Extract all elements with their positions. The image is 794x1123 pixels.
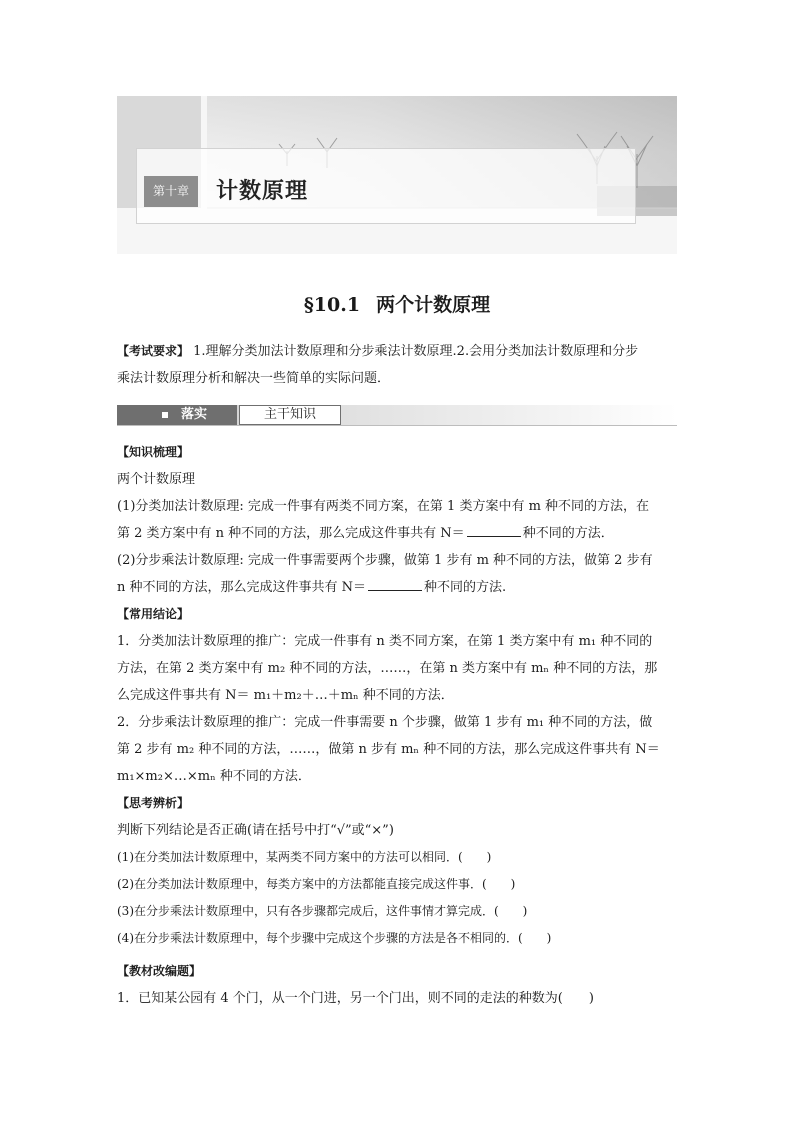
chapter-title: 计数原理 [216, 179, 309, 204]
knowledge-item1-line1: (1)分类加法计数原理: 完成一件事有两类不同方案，在第 1 类方案中有 m 种不同的方法，在 [117, 499, 650, 514]
luoshi-bar [117, 405, 677, 425]
thinking-section [117, 790, 679, 952]
item2-line2-b: 种不同的方法. [424, 580, 507, 595]
textbook-header: 【教材改编题】 [117, 964, 202, 978]
conclusion1-line2: 方法，在第 2 类方案中有 m₂ 种不同的方法，……，在第 n 类方案中有 mₙ 种不同的方法，那 [117, 661, 658, 676]
luoshi-white-label: 主干知识 [239, 405, 341, 425]
thinking-item-4: (4)在分步乘法计数原理中，每个步骤中完成这个步骤的方法是各不相同的．( ) [117, 931, 552, 945]
conclusion2-line3: m₁×m₂×…×mₙ 种不同的方法． [117, 769, 311, 784]
requirements-label: 【考试要求】 [117, 344, 190, 358]
knowledge-item1-line2 [117, 520, 679, 547]
conclusion2-line1: 2．分步乘法计数原理的推广：完成一件事需要 n 个步骤，做第 1 步有 m₁ 种不同的方法，做 [117, 715, 653, 730]
item1-line2-a: 第 2 类方案中有 n 种不同的方法，那么完成这件事共有 N＝ [117, 526, 465, 541]
thinking-item-1: (1)在分类加法计数原理中，某两类不同方案中的方法可以相同．( ) [117, 850, 492, 864]
section-title [0, 290, 794, 317]
conclusions-header: 【常用结论】 [117, 607, 190, 621]
knowledge-section [117, 439, 679, 601]
textbook-section [117, 958, 679, 1012]
luoshi-dark-label [117, 405, 237, 425]
item2-line2-a: n 种不同的方法，那么完成这件事共有 N＝ [117, 580, 367, 595]
fill-blank [467, 522, 521, 537]
chapter-banner [117, 96, 677, 254]
requirements-text-2: 乘法计数原理分析和解决一些简单的实际问题． [117, 371, 391, 386]
section-number: §10.1 [303, 294, 361, 316]
conclusions-section [117, 601, 679, 790]
conclusion2-line2: 第 2 步有 m₂ 种不同的方法，……，做第 n 步有 mₙ 种不同的方法，那么完成这件事共有 N＝ [117, 742, 660, 757]
thinking-item-2: (2)在分类加法计数原理中，每类方案中的方法都能直接完成这件事．( ) [117, 877, 516, 891]
knowledge-header: 【知识梳理】 [117, 445, 190, 459]
thinking-header: 【思考辨析】 [117, 796, 190, 810]
chapter-tag: 第十章 [144, 176, 198, 207]
requirements-text-1: 1.理解分类加法计数原理和分步乘法计数原理.2.会用分类加法计数原理和分步 [189, 344, 639, 359]
item1-line2-b: 种不同的方法． [522, 526, 614, 541]
exam-requirements [117, 338, 679, 392]
section-title-text: 两个计数原理 [376, 294, 491, 316]
knowledge-item2-line2 [117, 574, 679, 601]
conclusion1-line3: 么完成这件事共有 N＝ m₁＋m₂＋…＋mₙ 种不同的方法． [117, 688, 454, 703]
thinking-item-3: (3)在分步乘法计数原理中，只有各步骤都完成后，这件事情才算完成．( ) [117, 904, 528, 918]
textbook-question-1: 1．已知某公园有 4 个门，从一个门进，另一个门出，则不同的走法的种数为( ) [117, 991, 594, 1006]
fill-blank [368, 576, 422, 591]
square-bullet-icon [162, 412, 168, 418]
thinking-instruction: 判断下列结论是否正确(请在括号中打“√”或“×”) [117, 823, 394, 838]
knowledge-subtitle: 两个计数原理 [117, 472, 196, 487]
conclusion1-line1: 1．分类加法计数原理的推广：完成一件事有 n 类不同方案，在第 1 类方案中有 m₁ 种不同的 [117, 634, 653, 649]
luoshi-dark-text: 落实 [181, 407, 208, 422]
chapter-label-box [136, 148, 636, 224]
knowledge-item2-line1: (2)分步乘法计数原理: 完成一件事需要两个步骤，做第 1 步有 m 种不同的方法，做第 2 步有 [117, 553, 653, 568]
bar-underline [117, 425, 677, 426]
